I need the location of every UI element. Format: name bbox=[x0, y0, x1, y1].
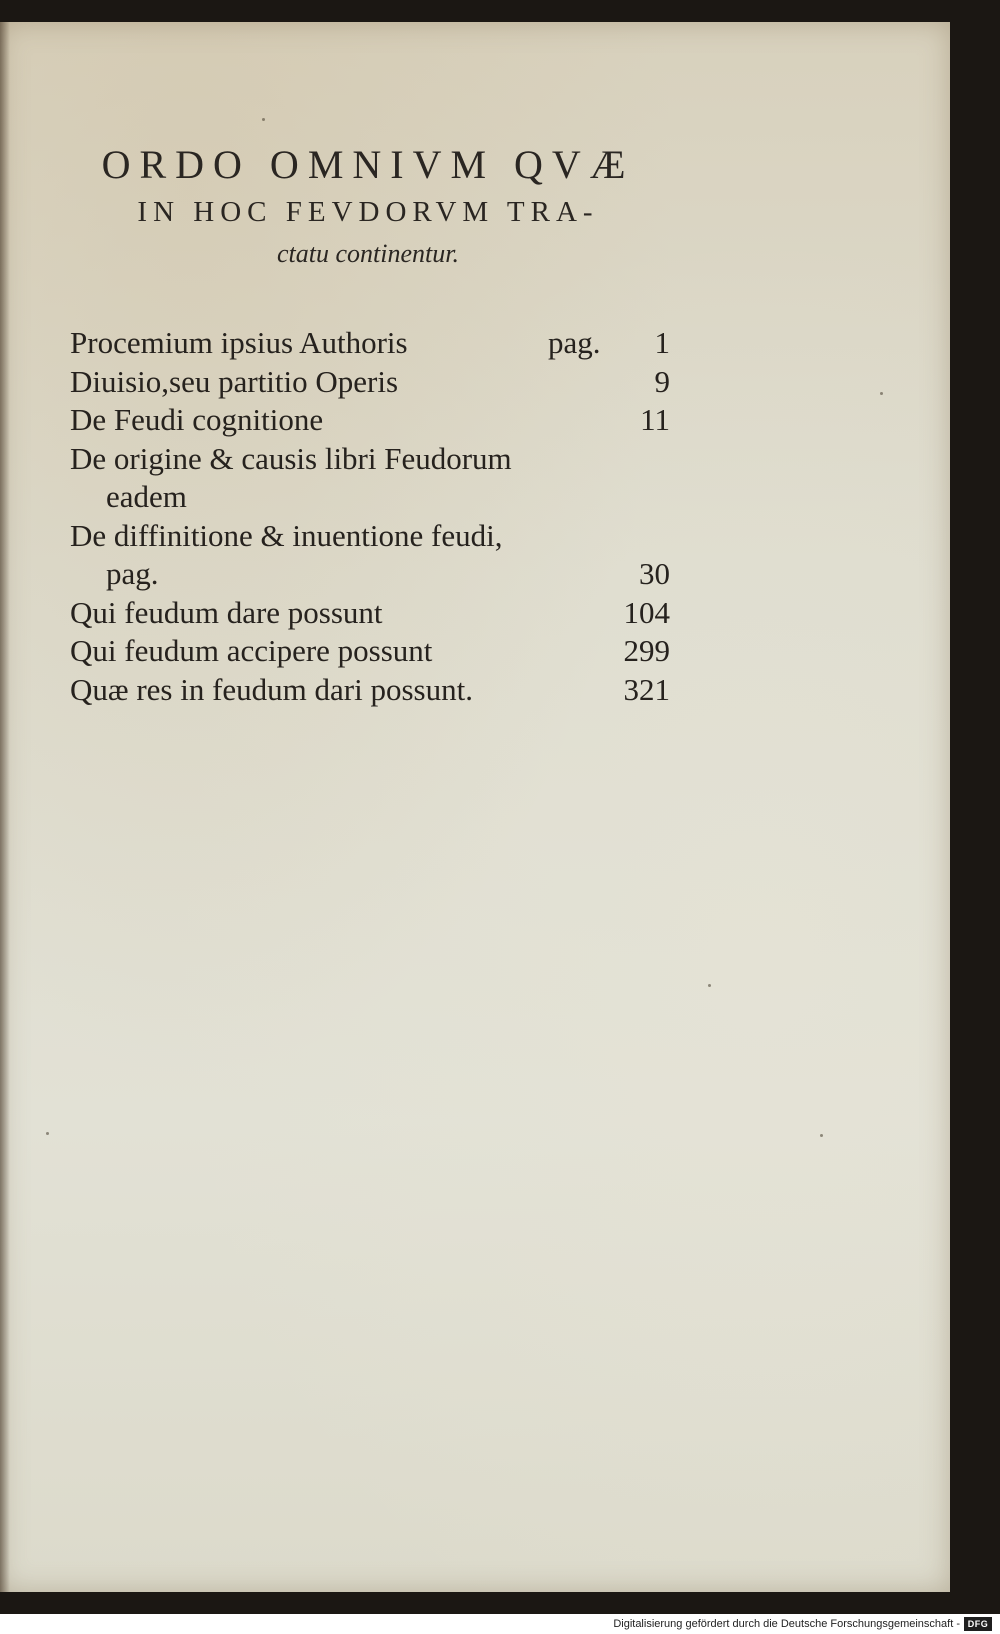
toc-entry bbox=[70, 401, 670, 440]
toc-entry bbox=[70, 363, 670, 402]
paper-speck bbox=[708, 984, 711, 987]
toc-entry-title: De origine & causis libri Feudorum bbox=[70, 440, 512, 476]
heading-line-3: ctatu continentur. bbox=[277, 239, 459, 268]
book-page bbox=[0, 22, 950, 1592]
toc-entry-page: 9 bbox=[654, 363, 670, 399]
toc-entry-title: Diuisio,seu partitio Operis bbox=[70, 363, 399, 399]
toc-pag-label: pag. bbox=[548, 325, 601, 360]
paper-speck bbox=[262, 118, 265, 121]
toc-entry-title: pag. bbox=[106, 556, 159, 591]
table-of-contents bbox=[70, 324, 670, 709]
toc-entry bbox=[70, 440, 670, 479]
toc-entry-title: Qui feudum accipere possunt bbox=[70, 633, 433, 668]
toc-entry bbox=[70, 671, 670, 710]
toc-entry-continuation bbox=[70, 478, 670, 517]
digitization-credit: Digitalisierung gefördert durch die Deutsche Forschungsgemeinschaft - bbox=[613, 1618, 960, 1630]
toc-entry-title: Quæ res in feudum dari possunt. bbox=[70, 671, 473, 707]
paper-speck bbox=[880, 392, 883, 395]
toc-entry bbox=[70, 594, 670, 633]
heading-line-1: ORDO OMNIVM QVÆ bbox=[101, 142, 635, 187]
page-heading bbox=[68, 140, 668, 274]
toc-entry bbox=[70, 517, 670, 556]
page-spine-shadow bbox=[0, 22, 10, 1592]
toc-entry-title: Qui feudum dare possunt bbox=[70, 594, 383, 630]
toc-entry-page: 104 bbox=[623, 594, 670, 630]
toc-entry-title: Procemium ipsius Authoris bbox=[70, 325, 408, 360]
toc-entry-page: 11 bbox=[640, 402, 670, 437]
toc-entry bbox=[70, 632, 670, 671]
toc-entry-title: eadem bbox=[106, 479, 187, 514]
toc-entry bbox=[70, 324, 670, 363]
toc-entry-page: 1 bbox=[654, 325, 670, 360]
toc-entry-page: 30 bbox=[639, 556, 670, 591]
paper-speck bbox=[46, 1132, 49, 1135]
dfg-logo: DFG bbox=[964, 1617, 992, 1631]
heading-line-2: IN HOC FEVDORVM TRA- bbox=[137, 196, 599, 228]
toc-entry-page: 299 bbox=[623, 633, 670, 668]
paper-speck bbox=[820, 1134, 823, 1137]
toc-entry-title: De diffinitione & inuentione feudi, bbox=[70, 517, 503, 553]
toc-entry-title: De Feudi cognitione bbox=[70, 402, 324, 437]
toc-entry-page: 321 bbox=[623, 671, 670, 707]
toc-entry-continuation bbox=[70, 555, 670, 594]
